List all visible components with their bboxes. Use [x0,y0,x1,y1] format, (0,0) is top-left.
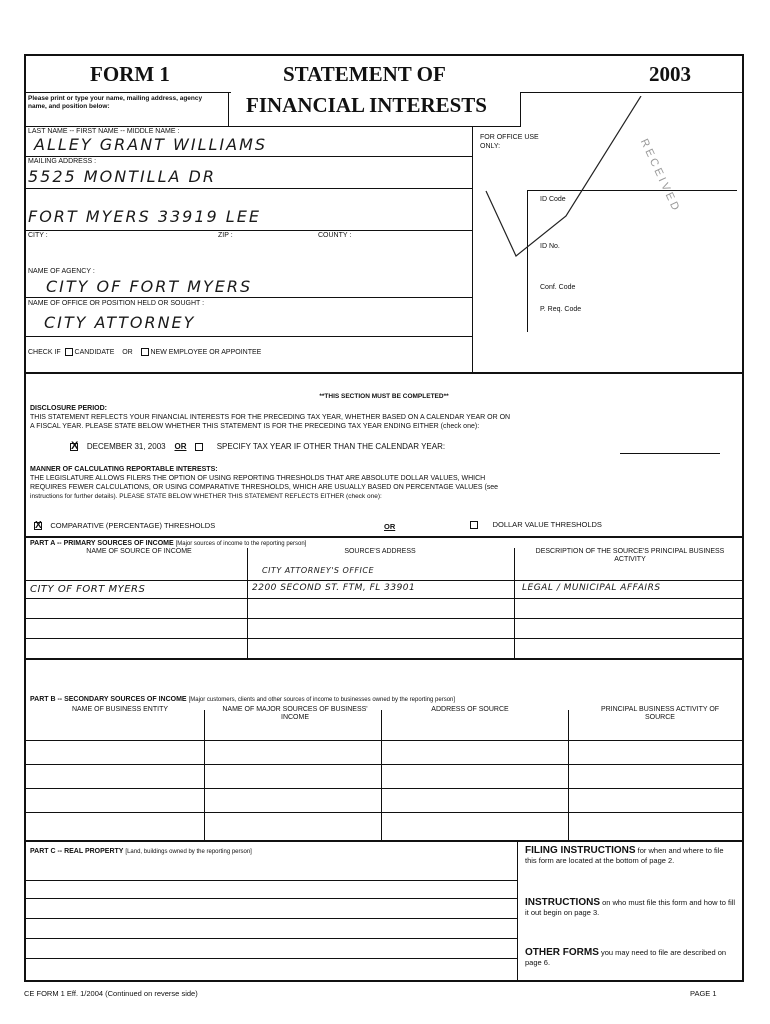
other-forms-block [525,948,737,968]
statement-title-line1: STATEMENT OF [283,62,446,86]
part-a-row1-address-1[interactable]: CITY ATTORNEY'S OFFICE [262,566,375,575]
instructions-title: INSTRUCTIONS [525,897,600,908]
candidate-label: CANDIDATE [74,348,115,356]
received-stamp: RECEIVED [637,137,683,215]
part-b-col2: NAME OF MAJOR SOURCES OF BUSINESS' INCOME [222,706,368,721]
part-a-heading: PART A -- PRIMARY SOURCES OF INCOME [30,540,174,547]
check-if-row [28,348,261,356]
dollar-checkbox[interactable] [470,521,478,529]
p-req-code-label: P. Req. Code [540,306,582,313]
manner-heading: MANNER OF CALCULATING REPORTABLE INTERESTS: [30,466,218,473]
mailing-label: MAILING ADDRESS : [28,158,97,165]
part-c-heading: PART C -- REAL PROPERTY [30,848,124,855]
form-year: 2003 [649,62,691,86]
new-employee-checkbox[interactable] [141,348,149,356]
comparative-label: COMPARATIVE (PERCENTAGE) THRESHOLDS [50,521,216,530]
print-instruction: Please print or type your name, mailing address, agency name, and position below: [28,95,203,110]
comparative-row [34,521,215,530]
filing-title: FILING INSTRUCTIONS [525,845,636,856]
form-title: FORM 1 [90,62,170,86]
name-label: LAST NAME -- FIRST NAME -- MIDDLE NAME : [28,128,180,135]
part-a-note: [Major sources of income to the reporting person] [175,541,307,547]
filing-text: for when and where to file this form are located at the bottom of page 2. [525,846,724,865]
new-employee-label: NEW EMPLOYEE OR APPOINTEE [150,348,262,356]
check-or-label: OR [122,348,133,356]
disclosure-period-heading: DISCLOSURE PERIOD: [30,405,108,412]
part-a-col2: SOURCE'S ADDRESS [344,548,416,555]
other-forms-text: you may need to file are described on page 6. [525,948,727,967]
conf-code-label: Conf. Code [540,284,576,291]
for-office-label: FOR OFFICE USE ONLY: [480,134,539,150]
instructions-block [525,898,737,918]
candidate-checkbox[interactable] [65,348,73,356]
mailing-value[interactable]: 5525 MONTILLA DR [28,167,216,186]
part-a-row1-name[interactable]: CITY OF FORT MYERS [30,584,146,595]
december-row [70,439,446,452]
part-b-col1: NAME OF BUSINESS ENTITY [71,706,169,713]
footer-left: CE FORM 1 Eff. 1/2004 (Continued on reverse side) [24,989,198,998]
position-value[interactable]: CITY ATTORNEY [44,313,196,332]
other-forms-title: OTHER FORMS [525,947,599,958]
comparative-checkbox[interactable]: X [35,520,42,532]
county-label: COUNTY : [318,232,352,239]
part-b-heading-row [30,696,455,703]
position-label: NAME OF OFFICE OR POSITION HELD OR SOUGHT : [28,300,205,307]
city-zip-county-value[interactable]: FORT MYERS 33919 LEE [28,207,261,226]
footer-page: PAGE 1 [690,989,717,998]
part-b-col3: ADDRESS OF SOURCE [431,706,509,713]
specify-label: SPECIFY TAX YEAR IF OTHER THAN THE CALENDAR YEAR: [216,442,446,451]
part-b-heading: PART B -- SECONDARY SOURCES OF INCOME [30,696,187,703]
part-b-col4: PRINCIPAL BUSINESS ACTIVITY OF SOURCE [600,706,720,721]
dollar-row [470,520,602,529]
filing-instructions [525,846,737,866]
part-a-col1: NAME OF SOURCE OF INCOME [86,548,192,555]
must-complete-note: **THIS SECTION MUST BE COMPLETED** [319,393,449,400]
dollar-label: DOLLAR VALUE THRESHOLDS [492,520,602,529]
part-b-note: [Major customers, clients and other sources of income to businesses owned by the reporting person] [188,697,456,703]
city-label: CITY : [28,232,48,239]
part-a-heading-row [30,540,306,547]
part-a-row1-description[interactable]: LEGAL / MUNICIPAL AFFAIRS [522,583,661,593]
statement-title-line2: FINANCIAL INTERESTS [246,93,487,117]
part-c-heading-row [30,848,252,855]
specify-checkbox[interactable] [195,443,203,451]
zip-label: ZIP : [218,232,233,239]
agency-label: NAME OF AGENCY : [28,268,95,275]
manner-text-3: instructions for further details). PLEASE STATE BELOW WHETHER THIS STATEMENT REFLECTS EITHER (check one): [30,493,382,500]
office-checkmark-icon [476,96,744,326]
december-checkbox[interactable]: X [71,439,79,452]
id-code-label: ID Code [540,196,566,203]
id-no-label: ID No. [540,243,560,250]
december-label: DECEMBER 31, 2003 [86,442,166,451]
period-text-1: THIS STATEMENT REFLECTS YOUR FINANCIAL INTERESTS FOR THE PRECEDING TAX YEAR, WHETHER BASED ON A CALENDAR YEAR OR ON [30,414,511,421]
name-value[interactable]: ALLEY GRANT WILLIAMS [34,135,268,154]
part-c-note: [Land, buildings owned by the reporting person] [125,849,252,855]
part-a-row1-address-2[interactable]: 2200 SECOND ST. FTM, FL 33901 [252,583,416,593]
part-a-col3: DESCRIPTION OF THE SOURCE'S PRINCIPAL BUSINESS ACTIVITY [535,548,725,563]
instructions-text: on who must file this form and how to fill it out begin on page 3. [525,898,736,917]
check-if-label: CHECK IF [28,348,61,356]
period-text-2: A FISCAL YEAR. PLEASE STATE BELOW WHETHER THIS STATEMENT IS FOR THE PRECEDING TAX YEAR ENDING EITHER (check one): [30,423,480,430]
agency-value[interactable]: CITY OF FORT MYERS [46,277,253,296]
manner-text-1: THE LEGISLATURE ALLOWS FILERS THE OPTION OF USING REPORTING THRESHOLDS THAT ARE ABSOLUTE DOLLAR VALUES, WHICH [30,475,486,482]
manner-text-2: REQUIRES FEWER CALCULATIONS, OR USING COMPARATIVE THRESHOLDS, WHICH ARE USUALLY BASED ON PERCENTAGE VALUES (see [30,484,499,491]
threshold-or-label: OR [384,522,396,531]
december-or-label: OR [174,442,187,451]
